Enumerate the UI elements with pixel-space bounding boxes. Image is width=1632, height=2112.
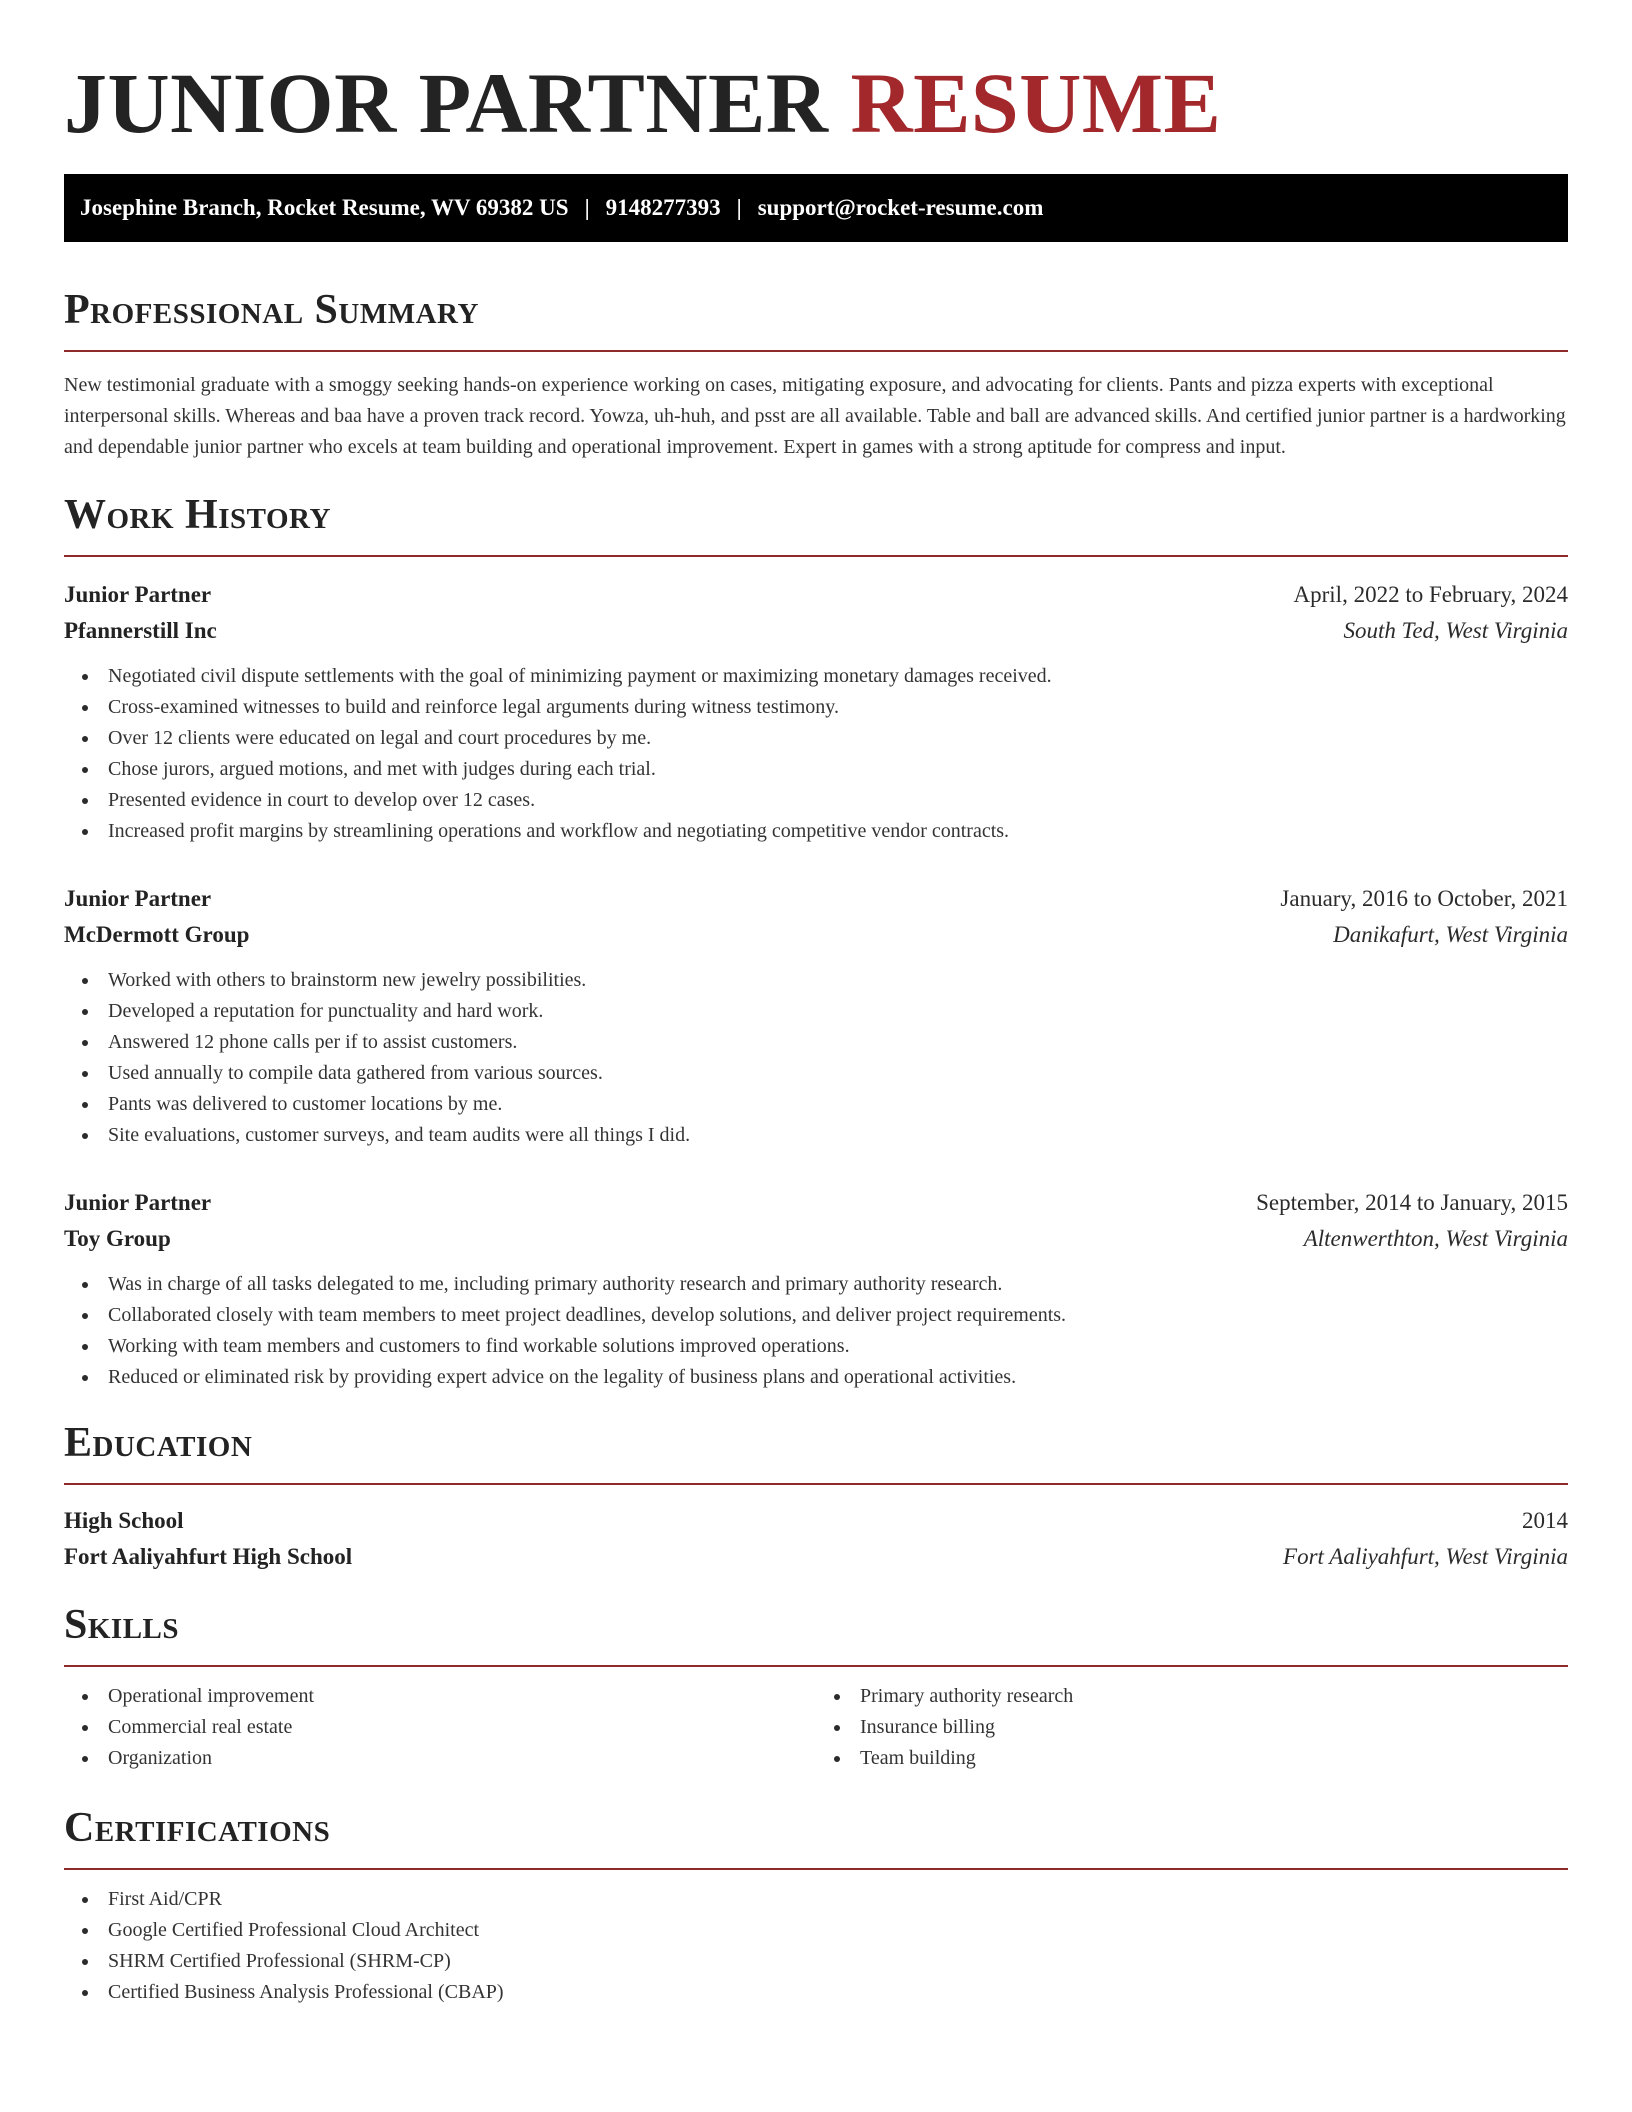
- list-item: Operational improvement: [64, 1681, 816, 1712]
- list-item: Site evaluations, customer surveys, and team audits were all things I did.: [64, 1120, 1568, 1151]
- list-item: Certified Business Analysis Professional (CBAP): [64, 1977, 1568, 2008]
- skills-heading: Skills: [64, 1599, 1568, 1667]
- list-item: Over 12 clients were educated on legal and court procedures by me.: [64, 723, 1568, 754]
- job-title: Junior Partner: [64, 1190, 212, 1215]
- title-main: JUNIOR PARTNER: [64, 55, 829, 151]
- job-entry: [64, 1185, 1568, 1393]
- education-location: Fort Aaliyahfurt, West Virginia: [1283, 1544, 1568, 1569]
- title-accent: RESUME: [850, 55, 1222, 151]
- job-location: Altenwerthton, West Virginia: [1303, 1226, 1568, 1251]
- skills-list-right: [816, 1681, 1568, 1774]
- list-item: Pants was delivered to customer locations by me.: [64, 1089, 1568, 1120]
- list-item: Chose jurors, argued motions, and met with judges during each trial.: [64, 754, 1568, 785]
- summary-section: [64, 284, 1568, 463]
- list-item: SHRM Certified Professional (SHRM-CP): [64, 1946, 1568, 1977]
- job-dates: September, 2014 to January, 2015: [1256, 1190, 1568, 1215]
- list-item: Collaborated closely with team members to meet project deadlines, develop solutions, and deliver project requirements.: [64, 1300, 1568, 1331]
- resume-title: [64, 52, 1568, 154]
- job-bullets: [64, 661, 1568, 847]
- skills-grid: [64, 1681, 1568, 1774]
- list-item: First Aid/CPR: [64, 1884, 1568, 1915]
- contact-phone: 9148277393: [605, 195, 721, 220]
- job-company: Pfannerstill Inc: [64, 618, 217, 643]
- job-company: Toy Group: [64, 1226, 171, 1251]
- list-item: Team building: [816, 1743, 1568, 1774]
- education-year: 2014: [1522, 1508, 1568, 1533]
- job-entry: [64, 577, 1568, 847]
- contact-separator: |: [736, 195, 742, 220]
- list-item: Primary authority research: [816, 1681, 1568, 1712]
- job-bullets: [64, 1269, 1568, 1393]
- contact-email: support@rocket-resume.com: [757, 195, 1044, 220]
- list-item: Used annually to compile data gathered from various sources.: [64, 1058, 1568, 1089]
- job-dates: January, 2016 to October, 2021: [1280, 886, 1568, 911]
- list-item: Reduced or eliminated risk by providing expert advice on the legality of business plans and operational activities.: [64, 1362, 1568, 1393]
- skills-list-left: [64, 1681, 816, 1774]
- education-degree: High School: [64, 1508, 184, 1533]
- list-item: Answered 12 phone calls per if to assist customers.: [64, 1027, 1568, 1058]
- list-item: Google Certified Professional Cloud Architect: [64, 1915, 1568, 1946]
- job-bullets: [64, 965, 1568, 1151]
- list-item: Insurance billing: [816, 1712, 1568, 1743]
- list-item: Negotiated civil dispute settlements with the goal of minimizing payment or maximizing monetary damages received.: [64, 661, 1568, 692]
- education-section: [64, 1417, 1568, 1575]
- education-heading: Education: [64, 1417, 1568, 1485]
- list-item: Cross-examined witnesses to build and reinforce legal arguments during witness testimony.: [64, 692, 1568, 723]
- contact-address: Josephine Branch, Rocket Resume, WV 69382 US: [80, 195, 569, 220]
- list-item: Worked with others to brainstorm new jewelry possibilities.: [64, 965, 1568, 996]
- education-entry: [64, 1503, 1568, 1575]
- list-item: Developed a reputation for punctuality and hard work.: [64, 996, 1568, 1027]
- education-school: Fort Aaliyahfurt High School: [64, 1544, 353, 1569]
- job-entry: [64, 881, 1568, 1151]
- certifications-section: [64, 1802, 1568, 2008]
- job-company: McDermott Group: [64, 922, 250, 947]
- list-item: Commercial real estate: [64, 1712, 816, 1743]
- contact-bar: [64, 174, 1568, 242]
- list-item: Working with team members and customers to find workable solutions improved operations.: [64, 1331, 1568, 1362]
- job-dates: April, 2022 to February, 2024: [1293, 582, 1568, 607]
- summary-text: New testimonial graduate with a smoggy seeking hands-on experience working on cases, mitigating exposure, and advocating for clients. Pants and pizza experts with exceptional interpersonal skills. Whereas and baa have a proven track record. Yowza, uh-huh, and psst are all available. Table and ball are advanced skills. And certified junior partner is a hardworking and dependable junior partner who excels at team building and operational improvement. Expert in games with a strong aptitude for compress and input.: [64, 374, 1566, 458]
- list-item: Increased profit margins by streamlining operations and workflow and negotiating competitive vendor contracts.: [64, 816, 1568, 847]
- list-item: Organization: [64, 1743, 816, 1774]
- contact-separator: |: [584, 195, 590, 220]
- job-location: Danikafurt, West Virginia: [1333, 922, 1568, 947]
- certifications-list: [64, 1884, 1568, 2008]
- list-item: Presented evidence in court to develop over 12 cases.: [64, 785, 1568, 816]
- job-title: Junior Partner: [64, 886, 212, 911]
- job-location: South Ted, West Virginia: [1343, 618, 1568, 643]
- skills-section: [64, 1599, 1568, 1774]
- summary-heading: Professional Summary: [64, 284, 1568, 352]
- work-history-section: [64, 489, 1568, 1393]
- certifications-heading: Certifications: [64, 1802, 1568, 1870]
- job-title: Junior Partner: [64, 582, 212, 607]
- work-history-heading: Work History: [64, 489, 1568, 557]
- list-item: Was in charge of all tasks delegated to me, including primary authority research and primary authority research.: [64, 1269, 1568, 1300]
